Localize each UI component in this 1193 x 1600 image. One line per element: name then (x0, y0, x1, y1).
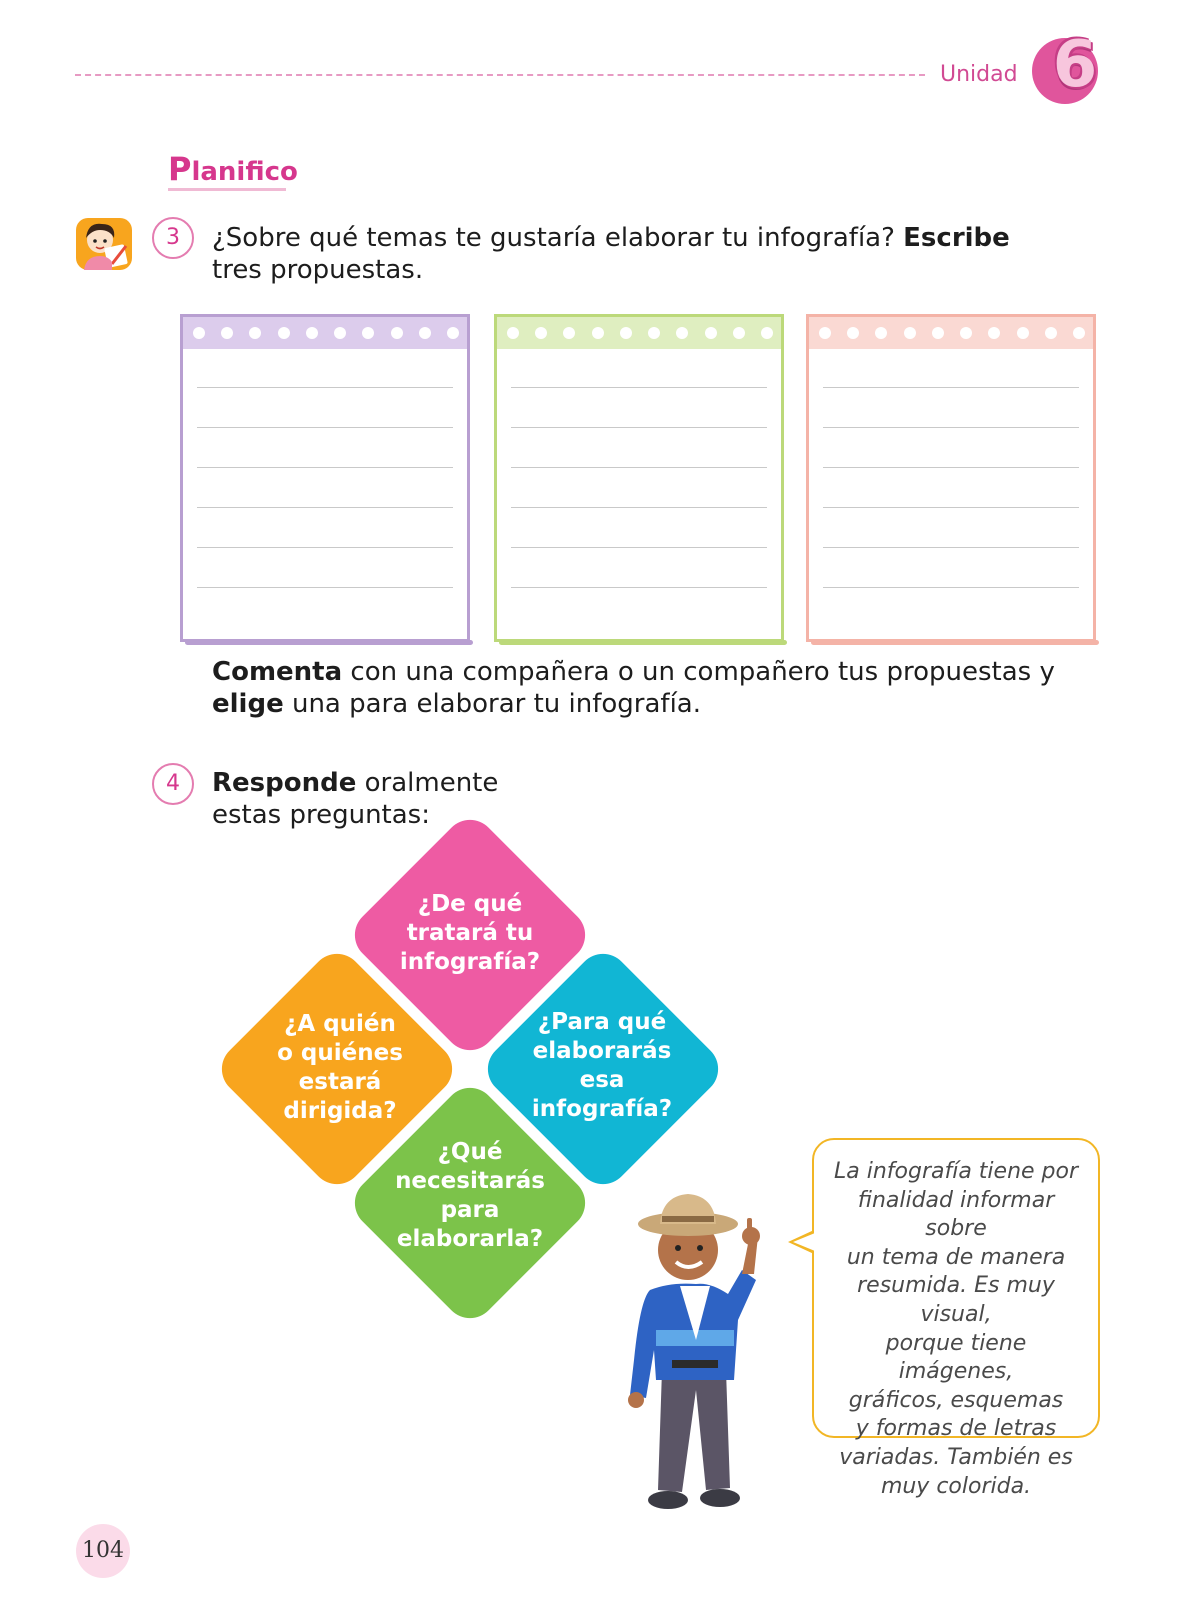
writing-line (197, 467, 453, 468)
diamond-bottom-line: necesitarás (395, 1168, 545, 1194)
card-strip (183, 317, 467, 349)
writing-line (823, 587, 1079, 588)
unit-number: 6 (1052, 28, 1098, 102)
writing-line (511, 387, 767, 388)
card-edge (811, 640, 1099, 645)
bubble-line: un tema de manera (846, 1244, 1066, 1270)
card-strip (497, 317, 781, 349)
answer-card-2[interactable] (494, 314, 784, 642)
diamond-bottom-line: para (440, 1197, 500, 1223)
question-3-bold: Escribe (903, 223, 1010, 253)
diamond-right-line: esa (579, 1067, 625, 1093)
page-number: 104 (82, 1538, 124, 1563)
diamond-bottom-text (360, 1138, 580, 1254)
diamond-right-line: elaborarás (532, 1038, 672, 1064)
bubble-line: y formas de letras (855, 1416, 1057, 1442)
writing-line (823, 427, 1079, 428)
diamond-left-line: o quiénes (277, 1040, 403, 1066)
card-edge (499, 640, 787, 645)
card-holes (819, 327, 1085, 339)
bubble-line: porque tiene imágenes, (885, 1330, 1027, 1385)
comment-bold-1: Comenta (212, 657, 343, 687)
diamond-top-line: ¿De qué (417, 891, 523, 917)
question-3-number: 3 (152, 217, 194, 259)
bubble-line: muy colorida. (880, 1473, 1032, 1499)
answer-card-1[interactable] (180, 314, 470, 642)
writing-line (197, 547, 453, 548)
writing-line (197, 587, 453, 588)
header-divider (75, 74, 925, 76)
diamond-right-line: ¿Para qué (537, 1009, 667, 1035)
card-edge (185, 640, 473, 645)
diamond-top-text (360, 890, 580, 977)
diamond-top-line: tratará tu (406, 920, 534, 946)
question-4-text-after: oralmente estas preguntas: (212, 768, 499, 830)
diamond-top-line: infografía? (399, 949, 541, 975)
question-3-text-after: tres propuestas. (212, 255, 424, 285)
diamond-left-line: estará (298, 1069, 382, 1095)
section-underline (168, 188, 286, 191)
card-holes (193, 327, 459, 339)
diamond-bottom-line: ¿Qué (437, 1139, 503, 1165)
section-title (168, 150, 298, 188)
writing-line (197, 507, 453, 508)
diamond-left-text (230, 1010, 450, 1126)
writing-line (511, 547, 767, 548)
speech-bubble-text (826, 1158, 1086, 1501)
speech-bubble-tail-inner (793, 1233, 815, 1251)
comment-instruction (212, 656, 1092, 720)
writing-line (511, 467, 767, 468)
diamond-left-line: dirigida? (283, 1098, 397, 1124)
writing-line (511, 507, 767, 508)
comment-bold-2: elige (212, 689, 284, 719)
bubble-line: variadas. También es (839, 1444, 1073, 1470)
bubble-line: finalidad informar sobre (857, 1187, 1055, 1242)
question-3-text (212, 222, 1052, 286)
writing-line (823, 507, 1079, 508)
comment-text-2: una para elaborar tu infografía. (283, 689, 701, 719)
boy-character-illustration (610, 1190, 800, 1530)
comment-text-1: con una compañera o un compañero tus propuestas y (342, 657, 1055, 687)
student-writing-icon (76, 218, 132, 270)
unit-label: Unidad (940, 62, 1018, 87)
writing-line (197, 387, 453, 388)
card-holes (507, 327, 773, 339)
question-4-number: 4 (152, 763, 194, 805)
section-title-initial: P (168, 150, 192, 188)
writing-line (823, 387, 1079, 388)
writing-line (823, 467, 1079, 468)
section-title-rest: lanifico (191, 157, 298, 187)
writing-line (823, 547, 1079, 548)
card-strip (809, 317, 1093, 349)
writing-line (197, 427, 453, 428)
writing-line (511, 427, 767, 428)
bubble-line: La infografía tiene por (833, 1159, 1079, 1184)
question-4-bold: Responde (212, 768, 357, 798)
diamond-right-line: infografía? (531, 1096, 673, 1122)
diamond-bottom-line: elaborarla? (396, 1226, 544, 1252)
bubble-line: resumida. Es muy visual, (857, 1273, 1055, 1327)
answer-card-3[interactable] (806, 314, 1096, 642)
writing-line (511, 587, 767, 588)
question-3-text-before: ¿Sobre qué temas te gustaría elaborar tu infografía? (212, 223, 904, 253)
diamond-right-text (492, 1008, 712, 1124)
diamond-left-line: ¿A quién (284, 1011, 396, 1037)
bubble-line: gráficos, esquemas (848, 1387, 1064, 1413)
